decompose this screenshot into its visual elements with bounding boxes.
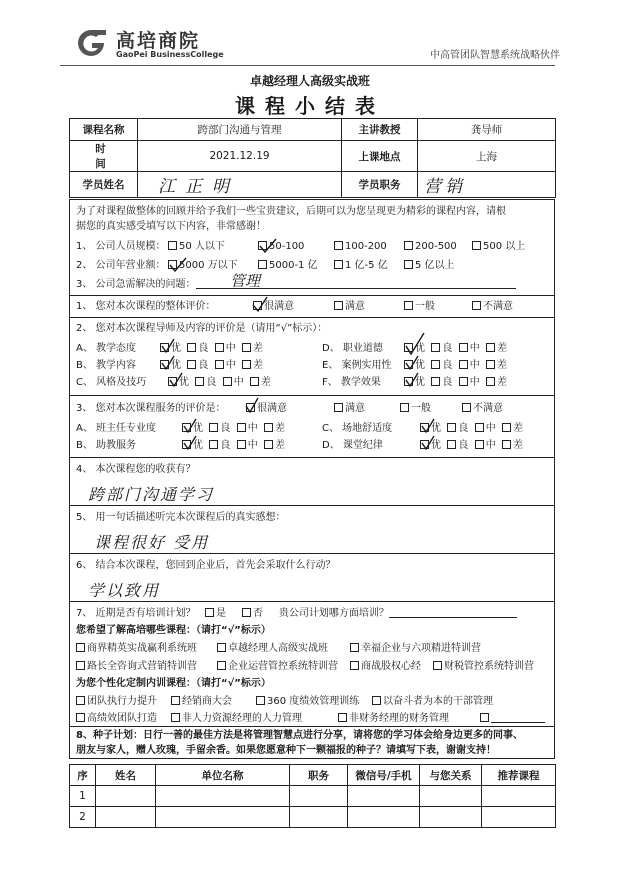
overall-eval-label: 1、 您对本次课程的整体评价： [76, 301, 216, 312]
course-info-table [69, 118, 556, 198]
logo-chinese-name: 高培商院 [116, 30, 201, 52]
check-mark-icon [182, 435, 198, 451]
document-subtitle: 卓越经理人高级实战班 [249, 74, 370, 88]
service-option-unsatisfied[interactable]: 不满意 [462, 402, 503, 416]
gains-label: 4、 本次课程您的收获有？ [76, 464, 196, 475]
column-header: 与您关系 [420, 765, 482, 786]
intro-line-1: 为了对课程做整体的回顾并给予我们一些宝贵建议，后期可以为您呈现更为精彩的课程内容，请根 [76, 206, 506, 217]
survey-form [69, 199, 555, 759]
custom-course-option-blank[interactable] [480, 712, 545, 726]
eval-item-f: F、 教学效果 [322, 377, 381, 388]
service-eval-label: 3、 您对本次课程服务的评价是： [76, 403, 226, 414]
column-header: 微信号/手机 [348, 765, 420, 786]
check-mark-icon [160, 355, 176, 371]
custom-course-option[interactable]: 非人力资源经理的人力管理 [171, 712, 302, 726]
course-option[interactable]: 路长全咨询式营销特训营 [76, 660, 197, 674]
feelings-section [70, 506, 554, 554]
check-mark-icon [244, 397, 260, 414]
custom-course-option[interactable]: 360 度绩效管理训练 [256, 695, 359, 709]
table-row [70, 807, 556, 828]
service-grade-row-d[interactable]: 优 良 中 差 [420, 439, 523, 453]
revenue-option-1[interactable]: 5000 万以下 [168, 259, 238, 273]
eval-item-b: B、 教学内容 [76, 360, 137, 371]
check-mark-icon [251, 296, 269, 313]
referral-contact-cell[interactable] [348, 786, 420, 807]
seed-plan-line-1: 8、种子计划：日行一善的最佳方法是将管理智慧点进行分享，请将您的学习体会给身边更多的同事、 [76, 730, 523, 741]
handwritten-position: 营销 [424, 177, 466, 197]
grade-row-d[interactable]: 优 良 中 差 [404, 342, 507, 356]
checkbox[interactable] [334, 260, 343, 269]
course-option[interactable]: 幸福企业与六项精进特训营 [350, 642, 481, 656]
student-name-value [138, 172, 342, 198]
grade-row-a[interactable]: 优 良 中 差 [160, 342, 263, 356]
checkbox[interactable] [462, 403, 471, 412]
custom-courses-label: 为您个性化定制内训课程：（请打“√”标示） [76, 678, 271, 689]
checkbox[interactable] [404, 241, 413, 250]
overall-option-very-satisfied[interactable]: 很满意 [253, 300, 294, 314]
referral-relation-cell[interactable] [420, 786, 482, 807]
referral-table [69, 764, 556, 828]
checkbox[interactable] [334, 403, 343, 412]
check-mark-icon [168, 257, 188, 273]
column-header: 姓名 [96, 765, 156, 786]
course-option[interactable]: 商战股权心经 [350, 660, 421, 674]
custom-course-option[interactable]: 非财务经理的财务管理 [338, 712, 449, 726]
checkbox[interactable] [404, 260, 413, 269]
course-option[interactable]: 卓越经理人高级实战班 [217, 642, 328, 656]
q-problem-label: 3、 公司急需解决的问题： [76, 278, 550, 292]
service-item-b: B、 助教服务 [76, 440, 137, 451]
checkbox[interactable] [404, 301, 413, 310]
course-option[interactable]: 财税管控系统特训营 [433, 660, 534, 674]
teacher-value: 龚导师 [418, 119, 556, 141]
referral-company-cell[interactable] [156, 786, 290, 807]
checkbox[interactable] [472, 301, 481, 310]
size-option-1[interactable]: 50 人以下 [168, 240, 225, 254]
q-revenue-label: 2、 公司年营业额： [76, 260, 166, 271]
logo-english-name: GaoPei BusinessCollege [116, 50, 224, 59]
referral-name-cell[interactable] [96, 807, 156, 828]
size-option-2[interactable]: 50-100 [258, 240, 304, 254]
referral-contact-cell[interactable] [348, 807, 420, 828]
check-mark-icon [182, 418, 198, 434]
check-mark-icon [160, 338, 176, 354]
check-mark-icon [404, 355, 420, 371]
course-option[interactable]: 企业运营管控系统特训营 [217, 660, 338, 674]
check-mark-icon [420, 418, 436, 434]
q-company-size-label: 1、 公司人员规模： [76, 241, 166, 252]
header-tagline: 中高管团队智慧系统战略伙伴 [430, 50, 560, 61]
seed-plan-line-2: 朋友与家人，赠人玫瑰，手留余香。如果您愿意种下一颗福报的种子？请填写下表，谢谢支持！ [76, 745, 496, 756]
course-option[interactable]: 商界精英实战赢利系统班 [76, 642, 197, 656]
course-name-label: 课程名称 [70, 119, 138, 141]
header-divider [60, 65, 555, 66]
overall-option-average[interactable]: 一般 [404, 300, 435, 314]
action-label: 6、 结合本次课程，您回到企业后，首先会采取什么行动？ [76, 560, 336, 571]
place-label: 上课地点 [342, 141, 418, 172]
logo-icon [74, 28, 108, 58]
referral-course-cell[interactable] [482, 786, 556, 807]
handwritten-problem-answer: 管理 [230, 272, 261, 290]
referral-table-header [70, 765, 556, 786]
teacher-label: 主讲教授 [342, 119, 418, 141]
checkbox[interactable] [334, 301, 343, 310]
training-plan-section [70, 602, 554, 727]
column-header: 职务 [290, 765, 348, 786]
place-value: 上海 [418, 141, 556, 172]
eval-item-d: D、 职业道德 [322, 343, 383, 354]
seed-plan-section [70, 727, 554, 760]
revenue-option-3[interactable]: 1 亿-5 亿 [334, 259, 388, 273]
check-mark-icon [404, 372, 420, 388]
training-field-line[interactable] [389, 608, 517, 618]
overall-option-satisfied[interactable]: 满意 [334, 300, 365, 314]
checkbox[interactable] [472, 241, 481, 250]
yes-checkbox[interactable] [205, 608, 214, 617]
handwritten-action-answer: 学以致用 [88, 581, 161, 600]
no-checkbox[interactable] [242, 608, 251, 617]
checkbox[interactable] [258, 260, 267, 269]
grade-row-c[interactable]: 优 良 中 差 [168, 376, 271, 390]
teacher-eval-section [70, 318, 554, 396]
service-grade-row-b[interactable]: 优 良 中 差 [182, 439, 285, 453]
column-header: 序 [70, 765, 96, 786]
custom-course-option[interactable]: 团队执行力提升 [76, 695, 157, 709]
time-label: 时间 [70, 141, 138, 172]
size-option-3[interactable]: 100-200 [334, 240, 387, 254]
size-option-4[interactable]: 200-500 [404, 240, 457, 254]
checkbox[interactable] [334, 241, 343, 250]
overall-option-unsatisfied[interactable]: 不满意 [472, 300, 513, 314]
checkbox[interactable] [168, 241, 177, 250]
custom-course-option[interactable]: 经销商大会 [171, 695, 232, 709]
referral-company-cell[interactable] [156, 807, 290, 828]
grade-row-b[interactable]: 优 良 中 差 [160, 359, 263, 373]
overall-eval-section [70, 296, 554, 318]
intro-line-2: 据您的真实感受填写以下内容，非常感谢！ [76, 221, 266, 232]
feelings-label: 5、 用一句话描述听完本次课程后的真实感想： [76, 512, 286, 523]
training-plan-question: 7、 近期是否有培训计划？ 是 否 贵公司计划哪方面培训？ [76, 607, 550, 621]
gains-section [70, 458, 554, 506]
handwritten-student-name: 江正明 [158, 177, 239, 197]
handwritten-feelings-answer: 课程很好 受用 [94, 533, 210, 552]
service-item-a: A、 班主任专业度 [76, 423, 157, 434]
service-option-very-satisfied[interactable]: 很满意 [246, 402, 287, 416]
document-title: 课程小结表 [235, 94, 385, 118]
custom-course-option[interactable]: 以奋斗者为本的干部管理 [372, 695, 493, 709]
time-value: 2021.12.19 [138, 141, 342, 172]
handwritten-gains-answer: 跨部门沟通学习 [88, 485, 215, 504]
check-mark-icon [168, 372, 184, 388]
service-option-average[interactable]: 一般 [400, 402, 431, 416]
teacher-eval-label: 2、 您对本次课程导师及内容的评价是（请用“√”标示）： [76, 323, 328, 334]
row-number: 2 [70, 807, 96, 828]
check-mark-icon [420, 435, 436, 451]
course-name-value: 跨部门沟通与管理 [138, 119, 342, 141]
referral-name-cell[interactable] [96, 786, 156, 807]
referral-title-cell[interactable] [290, 786, 348, 807]
student-position-value [418, 172, 556, 198]
referral-title-cell[interactable] [290, 807, 348, 828]
eval-item-c: C、 风格及技巧 [76, 377, 147, 388]
check-mark-icon [258, 238, 278, 254]
page-header [60, 24, 560, 68]
company-info-section [70, 200, 554, 296]
grade-row-e[interactable]: 优 良 中 差 [404, 359, 507, 373]
service-item-d: D、 课堂纪律 [322, 440, 383, 451]
service-option-satisfied[interactable]: 满意 [334, 402, 365, 416]
student-name-label: 学员姓名 [70, 172, 138, 198]
student-position-label: 学员职务 [342, 172, 418, 198]
checkbox[interactable] [400, 403, 409, 412]
eval-item-a: A、 教学态度 [76, 343, 137, 354]
custom-course-option[interactable]: 高绩效团队打造 [76, 712, 157, 726]
revenue-option-2[interactable]: 5000-1 亿 [258, 259, 318, 273]
service-grade-row-a[interactable]: 优 良 中 差 [182, 422, 285, 436]
service-eval-section [70, 396, 554, 458]
check-mark-icon [404, 332, 426, 356]
referral-course-cell[interactable] [482, 807, 556, 828]
courses-label: 您希望了解高培哪些课程：（请打“√”标示） [76, 625, 271, 636]
service-grade-row-c[interactable]: 优 良 中 差 [420, 422, 523, 436]
row-number: 1 [70, 786, 96, 807]
grade-row-f[interactable]: 优 良 中 差 [404, 376, 507, 390]
column-header: 单位名称 [156, 765, 290, 786]
table-row [70, 786, 556, 807]
revenue-option-4[interactable]: 5 亿以上 [404, 259, 455, 273]
column-header: 推荐课程 [482, 765, 556, 786]
size-option-5[interactable]: 500 以上 [472, 240, 525, 254]
service-item-c: C、 场地舒适度 [322, 423, 393, 434]
action-section [70, 554, 554, 602]
referral-relation-cell[interactable] [420, 807, 482, 828]
eval-item-e: E、 案例实用性 [322, 360, 392, 371]
